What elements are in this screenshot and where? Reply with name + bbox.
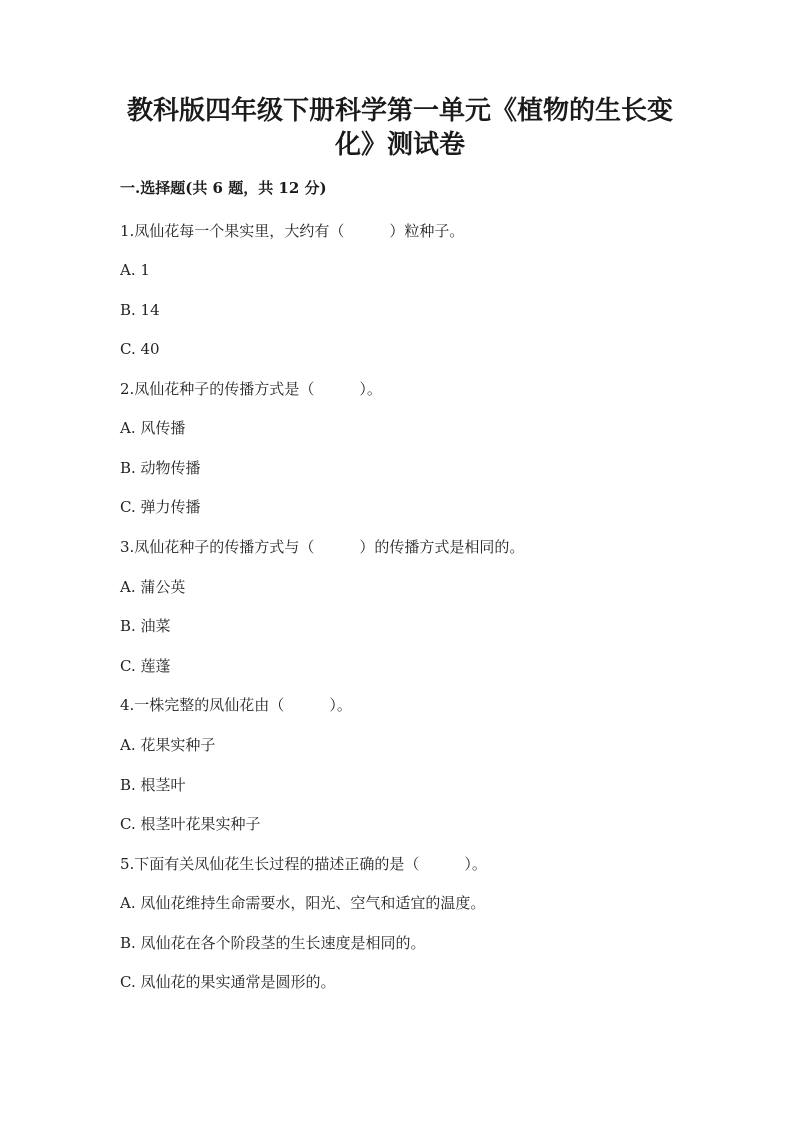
question-4-option-c: C. 根茎叶花果实种子 — [120, 815, 261, 833]
question-2-option-a: A. 风传播 — [120, 419, 186, 437]
question-1-option-a: A. 1 — [120, 261, 150, 279]
question-1-option-c: C. 40 — [120, 340, 160, 358]
exam-title — [120, 94, 680, 162]
section-heading: 一.选择题(共 6 题，共 12 分) — [120, 179, 327, 197]
question-2-option-b: B. 动物传播 — [120, 459, 201, 477]
question-1-option-b: B. 14 — [120, 301, 160, 319]
question-3-option-b: B. 油菜 — [120, 617, 171, 635]
question-5-stem: 5.下面有关凤仙花生长过程的描述正确的是（ ）。 — [120, 855, 487, 873]
question-4-option-b: B. 根茎叶 — [120, 776, 186, 794]
question-2-stem: 2.凤仙花种子的传播方式是（ ）。 — [120, 380, 382, 398]
question-2-option-c: C. 弹力传播 — [120, 498, 201, 516]
question-5-option-a: A. 凤仙花维持生命需要水，阳光、空气和适宜的温度。 — [120, 894, 486, 912]
question-3-stem: 3.凤仙花种子的传播方式与（ ）的传播方式是相同的。 — [120, 538, 525, 556]
question-4-option-a: A. 花果实种子 — [120, 736, 216, 754]
title-line-1: 教科版四年级下册科学第一单元《植物的生长变 — [126, 96, 673, 126]
question-1-stem: 1.凤仙花每一个果实里，大约有（ ）粒种子。 — [120, 222, 465, 240]
question-3-option-c: C. 莲蓬 — [120, 657, 171, 675]
question-5-option-c: C. 凤仙花的果实通常是圆形的。 — [120, 973, 336, 991]
question-5-option-b: B. 凤仙花在各个阶段茎的生长速度是相同的。 — [120, 934, 426, 952]
title-line-2: 化》测试卷 — [334, 130, 465, 160]
question-4-stem: 4.一株完整的凤仙花由（ ）。 — [120, 696, 352, 714]
question-3-option-a: A. 蒲公英 — [120, 578, 186, 596]
